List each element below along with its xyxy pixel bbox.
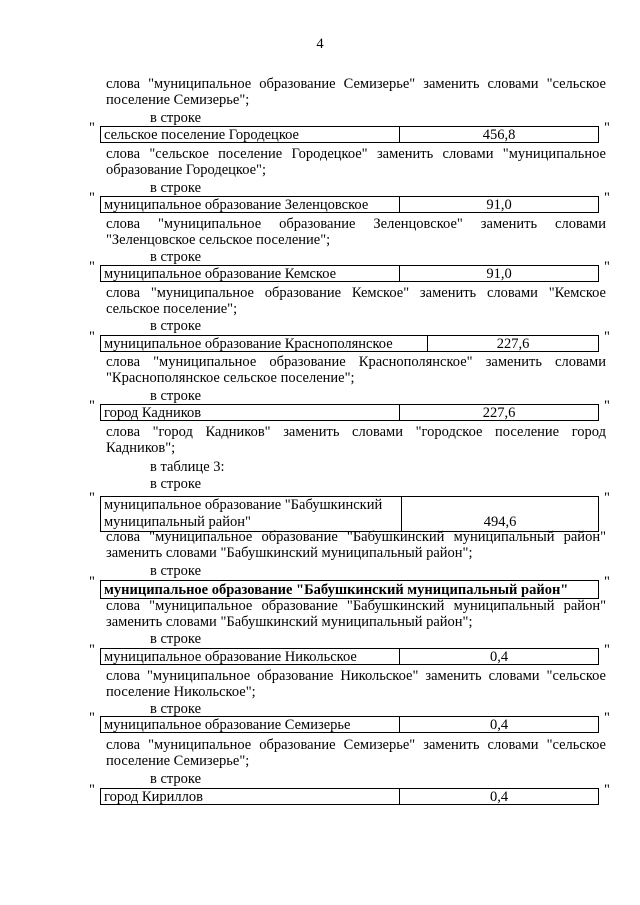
closing-quote: " (604, 259, 610, 275)
row-name: муниципальное образование Кемское (104, 266, 337, 282)
instruction-label: в строке (150, 701, 202, 717)
instruction-label: в строке (150, 476, 202, 492)
row-name: город Кириллов (104, 789, 203, 805)
table-row (100, 648, 599, 665)
instruction-label: в строке (150, 631, 202, 647)
opening-quote: " (89, 642, 95, 658)
row-value: 91,0 (399, 266, 598, 281)
instruction-label: в строке (150, 388, 202, 404)
instruction-label: в таблице 3: (150, 459, 225, 475)
row-value: 227,6 (399, 405, 598, 420)
row-name: город Кадников (104, 405, 202, 421)
row-name-line2: муниципальный район" (104, 514, 251, 530)
table-row (100, 716, 599, 733)
table-row (100, 126, 599, 143)
opening-quote: " (89, 259, 95, 275)
table-row (100, 580, 599, 599)
instruction-label: в строке (150, 318, 202, 334)
closing-quote: " (604, 574, 610, 590)
row-name-line1: муниципальное образование "Бабушкинский (104, 497, 383, 513)
amendment-text: слова "муниципальное образование Семизерье" заменить словами "сельское поселение Семизерье"; (106, 737, 606, 769)
opening-quote: " (89, 329, 95, 345)
row-name: муниципальное образование Семизерье (104, 717, 351, 733)
row-name: сельское поселение Городецкое (104, 127, 299, 143)
amendment-text: слова "муниципальное образование Семизерье" заменить словами "сельское поселение Семизерье"; (106, 76, 606, 108)
row-value: 494,6 (401, 497, 598, 531)
opening-quote: " (89, 120, 95, 136)
page-number: 4 (316, 36, 324, 52)
amendment-text: слова "муниципальное образование "Бабушкинский муниципальный район" заменить словами "Бабушкинский муниципальный район"; (106, 598, 606, 630)
row-name: муниципальное образование Краснополянское (104, 336, 393, 352)
opening-quote: " (89, 190, 95, 206)
closing-quote: " (604, 120, 610, 136)
closing-quote: " (604, 710, 610, 726)
table-row (100, 335, 599, 352)
opening-quote: " (89, 574, 95, 590)
amendment-text: слова "сельское поселение Городецкое" заменить словами "муниципальное образование Городецкое"; (106, 146, 606, 178)
row-value: 0,4 (399, 717, 598, 732)
row-name: муниципальное образование "Бабушкинский муниципальный район" (104, 582, 569, 598)
amendment-text: слова "муниципальное образование Кемское" заменить словами "Кемское сельское поселение"; (106, 285, 606, 317)
closing-quote: " (604, 490, 610, 506)
opening-quote: " (89, 398, 95, 414)
opening-quote: " (89, 710, 95, 726)
table-row (100, 496, 599, 532)
closing-quote: " (604, 329, 610, 345)
table-row (100, 265, 599, 282)
table-row (100, 788, 599, 805)
row-value: 91,0 (399, 197, 598, 212)
row-value: 0,4 (399, 649, 598, 664)
amendment-text: слова "муниципальное образование Краснополянское" заменить словами "Краснополянское сельское поселение"; (106, 354, 606, 386)
closing-quote: " (604, 642, 610, 658)
row-value: 0,4 (399, 789, 598, 804)
amendment-text: слова "муниципальное образование "Бабушкинский муниципальный район" заменить словами "Бабушкинский муниципальный район"; (106, 529, 606, 561)
row-value: 227,6 (427, 336, 598, 351)
instruction-label: в строке (150, 110, 202, 126)
closing-quote: " (604, 398, 610, 414)
instruction-label: в строке (150, 180, 202, 196)
instruction-label: в строке (150, 771, 202, 787)
instruction-label: в строке (150, 249, 202, 265)
amendment-text: слова "город Кадников" заменить словами "городское поселение город Кадников"; (106, 424, 606, 456)
row-value: 456,8 (399, 127, 598, 142)
opening-quote: " (89, 490, 95, 506)
closing-quote: " (604, 782, 610, 798)
row-name: муниципальное образование Зеленцовское (104, 197, 369, 213)
instruction-label: в строке (150, 563, 202, 579)
table-row (100, 196, 599, 213)
closing-quote: " (604, 190, 610, 206)
opening-quote: " (89, 782, 95, 798)
table-row (100, 404, 599, 421)
amendment-text: слова "муниципальное образование Зеленцовское" заменить словами "Зеленцовское сельское поселение"; (106, 216, 606, 248)
row-name: муниципальное образование Никольское (104, 649, 357, 665)
amendment-text: слова "муниципальное образование Никольское" заменить словами "сельское поселение Никольское"; (106, 668, 606, 700)
